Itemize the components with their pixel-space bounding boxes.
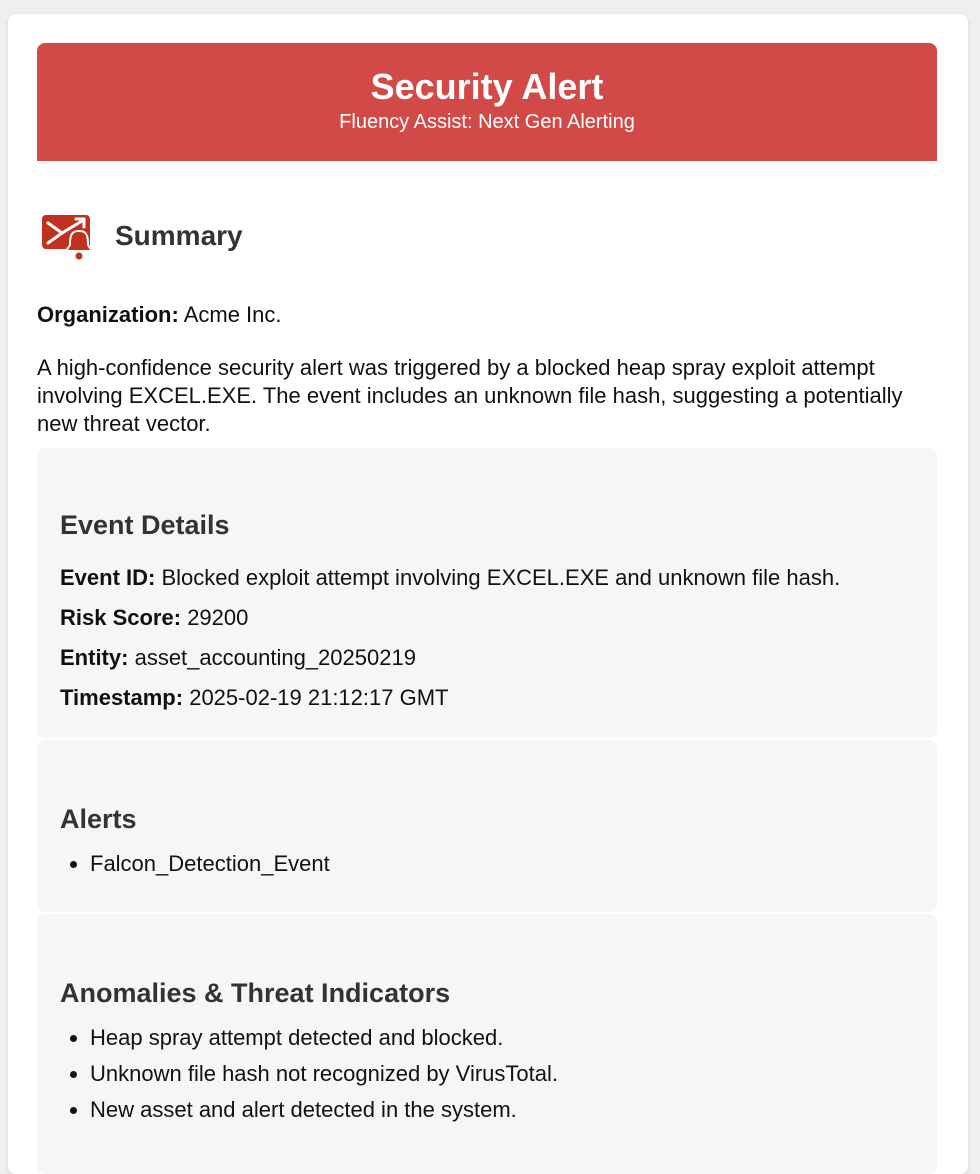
anomalies-section: [37, 914, 937, 1174]
security-alert-bell-icon: [40, 211, 96, 261]
entity-row: [60, 638, 840, 678]
list-item: • New asset and alert detected in the system.: [90, 1092, 558, 1128]
alerts-heading: Alerts: [60, 804, 137, 834]
page-subtitle: Fluency Assist: Next Gen Alerting: [339, 111, 635, 133]
entity-value: asset_accounting_20250219: [134, 645, 416, 670]
summary-heading-row: [37, 206, 937, 266]
list-item: • Heap spray attempt detected and blocked.: [90, 1020, 558, 1056]
page-title: Security Alert: [370, 66, 604, 107]
event-id-row: [60, 558, 840, 598]
organization-value: Acme Inc.: [183, 302, 282, 327]
summary-description: A high-confidence security alert was triggered by a blocked heap spray exploit attempt involving EXCEL.EXE. The event includes an unknown file hash, suggesting a potentially new threat vector.: [37, 355, 903, 436]
event-id-label: Event ID:: [60, 565, 156, 590]
alert-header: [37, 43, 937, 161]
event-details-section: [37, 448, 937, 738]
anomalies-list: [60, 1020, 558, 1128]
risk-score-label: Risk Score:: [60, 605, 182, 630]
timestamp-value: 2025-02-19 21:12:17 GMT: [189, 685, 449, 710]
list-item: • Unknown file hash not recognized by VirusTotal.: [90, 1056, 558, 1092]
summary-heading: Summary: [115, 220, 243, 251]
timestamp-row: [60, 678, 840, 718]
anomalies-heading: Anomalies & Threat Indicators: [60, 978, 451, 1008]
event-id-value: Blocked exploit attempt involving EXCEL.EXE and unknown file hash.: [161, 565, 841, 590]
event-details-heading: Event Details: [60, 510, 230, 540]
entity-label: Entity:: [60, 645, 129, 670]
alerts-list: [60, 846, 330, 882]
risk-score-row: [60, 598, 840, 638]
alert-card: [8, 14, 968, 1174]
organization-line: [37, 300, 282, 330]
timestamp-label: Timestamp:: [60, 685, 184, 710]
risk-score-value: 29200: [187, 605, 249, 630]
organization-label: Organization:: [37, 302, 179, 327]
alerts-section: [37, 740, 937, 912]
list-item: • Falcon_Detection_Event: [90, 846, 330, 882]
